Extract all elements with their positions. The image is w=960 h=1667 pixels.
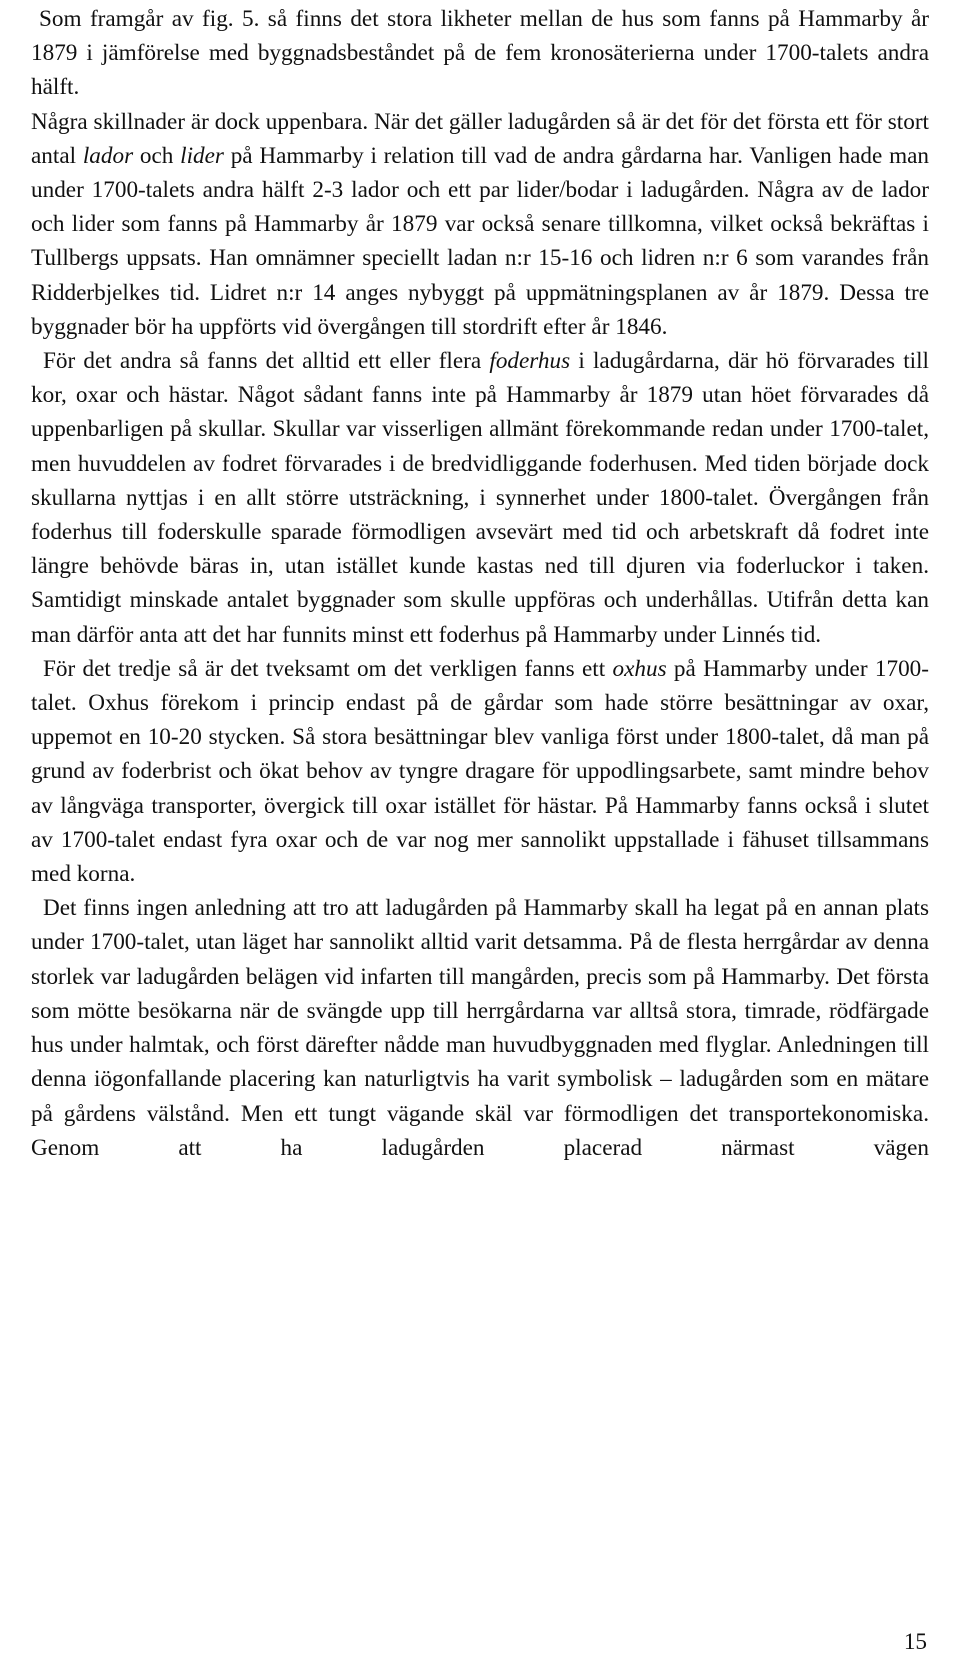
paragraph-1 [31,2,929,105]
body-text [31,2,929,1165]
page-number: 15 [903,1629,927,1655]
text-run: Det finns ingen anledning att tro att ladugården på Hammarby skall ha legat på en annan plats under 1700-talet, utan läget har sannolikt alltid varit detsamma. På de flesta herrgårdar av denna storlek var ladugården belägen vid infarten till mangården, precis som på Hammarby. Det första som mötte besökarna när de svängde upp till herrgårdarna var alltså stora, timrade, rödfärgade hus under halmtak, och först därefter nådde man huvudbyggnaden med flyglar. Anledningen till denna iögonfallande placering kan naturligtvis ha varit symbolisk – ladugården som en mätare på gårdens välstånd. Men ett tungt vägande skäl var förmodligen det transportekonomiska. Genom att ha ladugården placerad närmast vägen [31,895,929,1161]
text-run: i ladugårdarna, där hö förvarades till kor, oxar och hästar. Något sådant fanns inte på Hammarby år 1879 utan höet förvarades då uppenbarligen på skullar. Skullar var visserligen allmänt förekommande redan under 1700-talet, men huvuddelen av fodret förvarades i de bredvidliggande foderhusen. Med tiden började dock skullarna nyttjas i en allt större utsträckning, i synnerhet under 1800-talet. Övergången från foderhus till foderskulle sparade förmodligen avsevärt med tid och arbetskraft då fodret inte längre behövde bäras in, utan istället kunde kastas ned till djuren via foderluckor i taken. Samtidigt minskade antalet byggnader som skulle uppföras och underhållas. Utifrån detta kan man därför anta att det har funnits minst ett foderhus på Hammarby under Linnés tid. [31,348,930,648]
italic-term: lador [82,142,134,169]
text-run: Som framgår av fig. 5. så finns det stora likheter mellan de hus som fanns på Hammarby år 1879 i jämförelse med byggnadsbeståndet på de fem kronosäterierna under 1700-talets andra hälft. [31,6,929,101]
text-run: på Hammarby under 1700-talet. Oxhus förekom i princip endast på de gårdar som hade större besättningar av oxar, uppemot en 10-20 stycken. Så stora besättningar blev vanliga först under 1800-talet, då man på grund av foderbrist och ökat behov av tyngre dragare för uppodlingsarbete, samt mindre behov av långväga transporter, övergick till oxar istället för hästar. På Hammarby fanns också i slutet av 1700-talet endast fyra oxar och de var nog mer sannolikt uppstallade i fähuset tillsammans med korna. [31,655,929,888]
paragraph-2 [31,105,929,344]
text-run: på Hammarby i relation till vad de andra gårdarna har. Vanligen hade man under 1700-talets andra hälft 2-3 lador och ett par lider/bodar i ladugården. Några av de lador och lider som fanns på Hammarby år 1879 var också senare tillkomna, vilket också bekräftas i Tullbergs uppsats. Han omnämner speciellt ladan n:r 15-16 och lidren n:r 6 som varandes från Ridderbjelkes tid. Lidret n:r 14 anges nybyggt på uppmätningsplanen av år 1879. Dessa tre byggnader bör ha uppförts vid övergången till stordrift efter år 1846. [31,142,929,340]
paragraph-5 [31,891,929,1165]
italic-term: lider [180,142,224,169]
paragraph-3 [31,344,929,652]
text-run: och [133,142,181,169]
italic-term: oxhus [612,655,667,682]
text-run: För det andra så fanns det alltid ett eller flera [43,348,490,375]
italic-term: foderhus [489,348,571,375]
text-run: Några skillnader är dock uppenbara. När det gäller ladugården så är det för det första ett för stort antal [31,108,929,169]
text-run: För det tredje så är det tveksamt om det verkligen fanns ett [43,655,613,682]
paragraph-4 [31,652,929,891]
